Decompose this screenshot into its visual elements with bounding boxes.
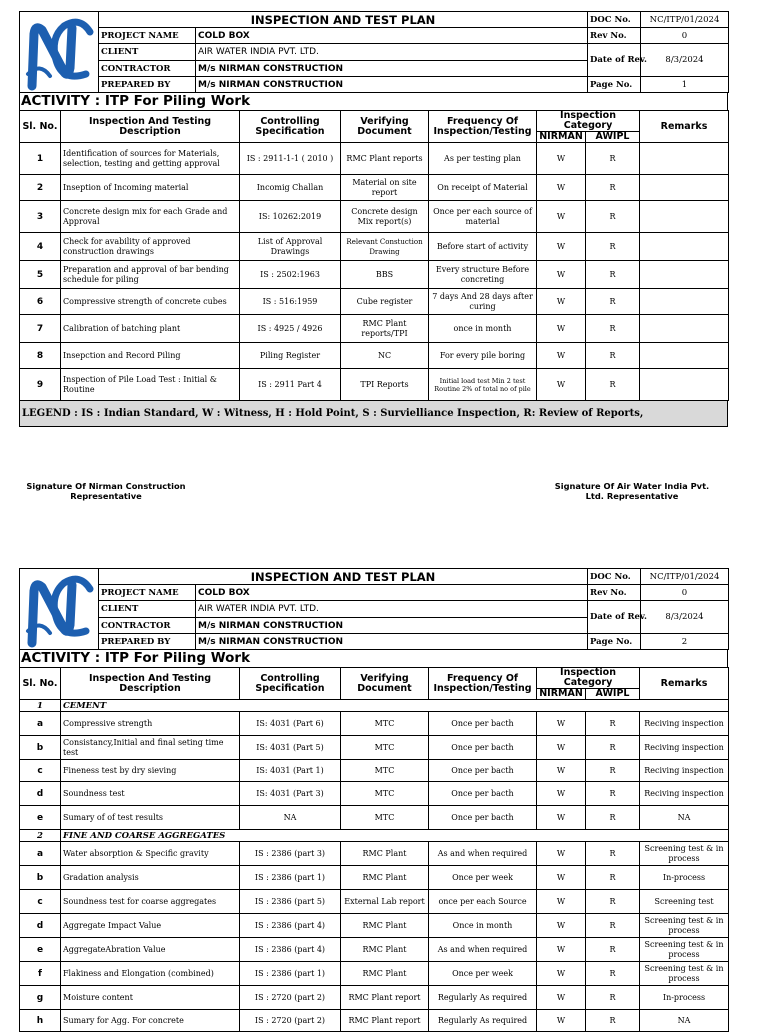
row-specification: IS : 2720 (part 2) [240,1010,341,1032]
row-remarks: Screening test & in process [640,914,729,938]
col-remarks: Remarks [640,111,729,143]
row-frequency: Once per week [429,962,537,986]
row-sl-no: e [20,806,61,830]
project-name-label: PROJECT NAME [99,28,196,44]
column-headers [20,111,729,143]
row-awipl: R [586,201,640,233]
section-number: 2 [20,830,61,842]
row-awipl: R [586,760,640,782]
row-description: Compressive strength of concrete cubes [61,289,240,315]
row-verifying-document: MTC [341,712,429,736]
activity-title: ACTIVITY : ITP For Piling Work [19,650,728,667]
col-description: Inspection And Testing Description [61,668,240,700]
row-sl-no: d [20,782,61,806]
row-frequency: 7 days And 28 days after curing [429,289,537,315]
row-awipl: R [586,289,640,315]
row-description: Identification of sources for Materials, selection, testing and getting approval [61,143,240,175]
row-specification: IS: 4031 (Part 1) [240,760,341,782]
row-specification: IS: 4031 (Part 6) [240,712,341,736]
table-row [20,201,729,233]
legend: LEGEND : IS : Indian Standard, W : Witness, H : Hold Point, S : Survielliance Inspection, R: Review of Reports, [19,401,728,427]
row-awipl: R [586,938,640,962]
row-frequency: Initial load test Min 2 test Routine 2% of total no of pile [429,369,537,401]
row-specification: Piling Register [240,343,341,369]
prepared-by-value: M/s NIRMAN CONSTRUCTION [196,77,588,93]
row-nirman: W [537,914,586,938]
row-nirman: W [537,938,586,962]
row-description: Concrete design mix for each Grade and Approval [61,201,240,233]
itp-table-2 [19,667,729,1032]
col-awipl: AWIPL [586,132,640,143]
row-sl-no: g [20,986,61,1010]
row-sl-no: b [20,736,61,760]
row-nirman: W [537,143,586,175]
client-value: AIR WATER INDIA PVT. LTD. [196,44,588,61]
section-title: FINE AND COARSE AGGREGATES [61,830,729,842]
row-verifying-document: RMC Plant reports [341,143,429,175]
section-number: 1 [20,700,61,712]
row-frequency: Once per each source of material [429,201,537,233]
itp-rows-2 [20,700,729,1032]
row-awipl: R [586,842,640,866]
row-verifying-document: Relevant Constuction Drawing [341,233,429,261]
row-description: Water absorption & Specific gravity [61,842,240,866]
row-verifying-document: RMC Plant [341,938,429,962]
row-sl-no: 7 [20,315,61,343]
page-no-value: 1 [641,77,729,93]
col-frequency: Frequency Of Inspection/Testing [429,668,537,700]
table-row [20,890,729,914]
row-sl-no: c [20,760,61,782]
row-remarks [640,143,729,175]
prepared-by-label: PREPARED BY [99,634,196,650]
col-specification: Controlling Specification [240,668,341,700]
row-verifying-document: RMC Plant [341,842,429,866]
row-nirman: W [537,736,586,760]
row-nirman: W [537,962,586,986]
row-awipl: R [586,175,640,201]
col-verifying-document: Verifying Document [341,668,429,700]
row-description: AggregateAbration Value [61,938,240,962]
col-remarks: Remarks [640,668,729,700]
row-frequency: once in month [429,315,537,343]
row-awipl: R [586,261,640,289]
row-frequency: Once per week [429,866,537,890]
row-awipl: R [586,233,640,261]
signature-air-water: Signature Of Air Water India Pvt. Ltd. Representative [554,481,710,501]
col-verifying-document: Verifying Document [341,111,429,143]
row-remarks: Screening test & in process [640,938,729,962]
row-nirman: W [537,806,586,830]
row-awipl: R [586,806,640,830]
contractor-label: CONTRACTOR [99,618,196,634]
row-frequency: Once in month [429,914,537,938]
row-remarks [640,261,729,289]
row-frequency: For every pile boring [429,343,537,369]
row-remarks: NA [640,1010,729,1032]
row-sl-no: 6 [20,289,61,315]
row-nirman: W [537,890,586,914]
row-awipl: R [586,914,640,938]
col-specification: Controlling Specification [240,111,341,143]
row-awipl: R [586,369,640,401]
row-frequency: Before start of activity [429,233,537,261]
date-rev-label: Date of Rev. [588,601,641,634]
doc-no-value: NC/ITP/01/2024 [641,569,729,585]
row-sl-no: 9 [20,369,61,401]
row-specification: IS : 2386 (part 5) [240,890,341,914]
row-specification: NA [240,806,341,830]
row-specification: Incomig Challan [240,175,341,201]
row-specification: IS : 2386 (part 4) [240,938,341,962]
itp-page-2 [19,568,728,1032]
section-title: CEMENT [61,700,729,712]
contractor-value: M/s NIRMAN CONSTRUCTION [196,61,588,77]
row-specification: IS : 2386 (part 1) [240,866,341,890]
row-frequency: On receipt of Material [429,175,537,201]
row-nirman: W [537,175,586,201]
row-frequency: Once per bacth [429,760,537,782]
row-remarks [640,343,729,369]
row-verifying-document: RMC Plant [341,962,429,986]
row-description: Preparation and approval of bar bending schedule for piling [61,261,240,289]
row-frequency: Regularly As required [429,1010,537,1032]
doc-no-label: DOC No. [588,12,641,28]
row-specification: IS: 10262:2019 [240,201,341,233]
nc-monogram-icon [20,569,99,649]
row-nirman: W [537,712,586,736]
row-remarks: Screening test & in process [640,842,729,866]
row-description: Flakiness and Elongation (combined) [61,962,240,986]
row-sl-no: a [20,842,61,866]
table-row [20,760,729,782]
table-row [20,938,729,962]
row-specification: IS : 2386 (part 1) [240,962,341,986]
table-row [20,175,729,201]
row-remarks: NA [640,806,729,830]
row-nirman: W [537,261,586,289]
row-awipl: R [586,962,640,986]
row-description: Aggregate Impact Value [61,914,240,938]
contractor-label: CONTRACTOR [99,61,196,77]
row-specification: IS : 2911-1-1 ( 2010 ) [240,143,341,175]
row-specification: IS : 2386 (part 3) [240,842,341,866]
col-sl-no: Sl. No. [20,111,61,143]
row-specification: IS: 4031 (Part 3) [240,782,341,806]
row-nirman: W [537,866,586,890]
project-name-value: COLD BOX [196,28,588,44]
row-frequency: Once per bacth [429,712,537,736]
section-header [20,700,729,712]
row-awipl: R [586,143,640,175]
row-verifying-document: MTC [341,760,429,782]
row-specification: IS : 2502:1963 [240,261,341,289]
row-nirman: W [537,1010,586,1032]
row-description: Consistancy,Initial and final seting time test [61,736,240,760]
row-sl-no: h [20,1010,61,1032]
row-remarks: Reciving inspection [640,736,729,760]
row-verifying-document: Concrete design Mix report(s) [341,201,429,233]
row-awipl: R [586,866,640,890]
row-description: Fineness test by dry sieving [61,760,240,782]
row-verifying-document: NC [341,343,429,369]
row-description: Inspection of Pile Load Test : Initial & Routine [61,369,240,401]
col-sl-no: Sl. No. [20,668,61,700]
table-row [20,261,729,289]
row-nirman: W [537,760,586,782]
row-sl-no: 1 [20,143,61,175]
prepared-by-label: PREPARED BY [99,77,196,93]
row-nirman: W [537,233,586,261]
project-name-value: COLD BOX [196,585,588,601]
row-frequency: Regularly As required [429,986,537,1010]
col-awipl: AWIPL [586,689,640,700]
nc-monogram-icon [20,12,99,92]
table-row [20,143,729,175]
row-awipl: R [586,712,640,736]
rev-no-value: 0 [641,585,729,601]
table-row [20,914,729,938]
row-nirman: W [537,289,586,315]
row-verifying-document: RMC Plant [341,914,429,938]
row-description: Moisture content [61,986,240,1010]
table-row [20,806,729,830]
table-row [20,782,729,806]
row-sl-no: 3 [20,201,61,233]
row-awipl: R [586,890,640,914]
row-specification: IS: 4031 (Part 5) [240,736,341,760]
itp-table-1 [19,110,729,401]
row-remarks: Screening test [640,890,729,914]
page-no-label: Page No. [588,77,641,93]
client-label: CLIENT [99,601,196,618]
row-description: Sumary of of test results [61,806,240,830]
row-description: Soundness test for coarse aggregates [61,890,240,914]
row-sl-no: a [20,712,61,736]
row-description: Check for avability of approved construction drawings [61,233,240,261]
column-headers [20,668,729,700]
date-rev-value: 8/3/2024 [641,44,729,77]
row-frequency: As and when required [429,938,537,962]
row-remarks [640,201,729,233]
client-value: AIR WATER INDIA PVT. LTD. [196,601,588,618]
row-remarks: Reciving inspection [640,712,729,736]
header-table [19,11,729,93]
row-verifying-document: External Lab report [341,890,429,914]
table-row [20,962,729,986]
row-nirman: W [537,842,586,866]
row-description: Compressive strength [61,712,240,736]
row-frequency: As and when required [429,842,537,866]
table-row [20,369,729,401]
row-specification: IS : 2720 (part 2) [240,986,341,1010]
activity-title: ACTIVITY : ITP For Piling Work [19,93,728,110]
page-no-label: Page No. [588,634,641,650]
row-awipl: R [586,986,640,1010]
row-remarks: Screening test & in process [640,962,729,986]
prepared-by-value: M/s NIRMAN CONSTRUCTION [196,634,588,650]
rev-no-value: 0 [641,28,729,44]
row-verifying-document: Cube register [341,289,429,315]
table-row [20,736,729,760]
row-frequency: once per each Source [429,890,537,914]
row-description: Inseption of Incoming material [61,175,240,201]
itp-page-1 [19,11,728,427]
date-rev-value: 8/3/2024 [641,601,729,634]
row-remarks: Reciving inspection [640,782,729,806]
row-nirman: W [537,201,586,233]
row-verifying-document: BBS [341,261,429,289]
row-remarks [640,289,729,315]
row-verifying-document: TPI Reports [341,369,429,401]
row-frequency: Once per bacth [429,736,537,760]
row-awipl: R [586,782,640,806]
col-inspection-category: Inspection Category [537,111,640,132]
row-awipl: R [586,315,640,343]
doc-no-label: DOC No. [588,569,641,585]
signature-nirman: Signature Of Nirman Construction Representative [26,481,186,501]
row-verifying-document: MTC [341,782,429,806]
project-name-label: PROJECT NAME [99,585,196,601]
row-specification: IS : 2911 Part 4 [240,369,341,401]
row-nirman: W [537,315,586,343]
company-logo [20,569,99,650]
col-inspection-category: Inspection Category [537,668,640,689]
itp-rows-1 [20,143,729,401]
row-sl-no: e [20,938,61,962]
row-nirman: W [537,343,586,369]
row-sl-no: 8 [20,343,61,369]
row-remarks: In-process [640,986,729,1010]
row-description: Insepction and Record Piling [61,343,240,369]
row-verifying-document: RMC Plant report [341,1010,429,1032]
row-verifying-document: Material on site report [341,175,429,201]
row-remarks [640,233,729,261]
row-frequency: Once per bacth [429,806,537,830]
row-sl-no: f [20,962,61,986]
table-row [20,712,729,736]
row-verifying-document: RMC Plant reports/TPI [341,315,429,343]
row-sl-no: d [20,914,61,938]
row-awipl: R [586,343,640,369]
contractor-value: M/s NIRMAN CONSTRUCTION [196,618,588,634]
row-sl-no: c [20,890,61,914]
table-row [20,343,729,369]
row-verifying-document: RMC Plant [341,866,429,890]
date-rev-label: Date of Rev. [588,44,641,77]
row-frequency: As per testing plan [429,143,537,175]
company-logo [20,12,99,93]
row-sl-no: b [20,866,61,890]
table-row [20,842,729,866]
row-description: Soundness test [61,782,240,806]
row-remarks [640,369,729,401]
header-table [19,568,729,650]
col-description: Inspection And Testing Description [61,111,240,143]
table-row [20,315,729,343]
document-title: INSPECTION AND TEST PLAN [99,569,588,585]
row-sl-no: 4 [20,233,61,261]
table-row [20,1010,729,1032]
row-remarks: Reciving inspection [640,760,729,782]
row-remarks [640,175,729,201]
table-row [20,233,729,261]
row-sl-no: 5 [20,261,61,289]
row-nirman: W [537,986,586,1010]
doc-no-value: NC/ITP/01/2024 [641,12,729,28]
rev-no-label: Rev No. [588,28,641,44]
section-header [20,830,729,842]
row-description: Gradation analysis [61,866,240,890]
row-verifying-document: RMC Plant report [341,986,429,1010]
row-awipl: R [586,736,640,760]
row-specification: IS : 516:1959 [240,289,341,315]
row-specification: List of Approval Drawings [240,233,341,261]
row-sl-no: 2 [20,175,61,201]
rev-no-label: Rev No. [588,585,641,601]
row-remarks [640,315,729,343]
client-label: CLIENT [99,44,196,61]
row-specification: IS : 4925 / 4926 [240,315,341,343]
row-description: Calibration of batching plant [61,315,240,343]
page-no-value: 2 [641,634,729,650]
row-verifying-document: MTC [341,806,429,830]
row-description: Sumary for Agg. For concrete [61,1010,240,1032]
row-specification: IS : 2386 (part 4) [240,914,341,938]
row-awipl: R [586,1010,640,1032]
col-frequency: Frequency Of Inspection/Testing [429,111,537,143]
row-frequency: Once per bacth [429,782,537,806]
table-row [20,866,729,890]
col-nirman: NIRMAN [537,132,586,143]
row-remarks: In-process [640,866,729,890]
table-row [20,986,729,1010]
col-nirman: NIRMAN [537,689,586,700]
row-verifying-document: MTC [341,736,429,760]
row-nirman: W [537,782,586,806]
row-nirman: W [537,369,586,401]
document-title: INSPECTION AND TEST PLAN [99,12,588,28]
table-row [20,289,729,315]
row-frequency: Every structure Before concreting [429,261,537,289]
